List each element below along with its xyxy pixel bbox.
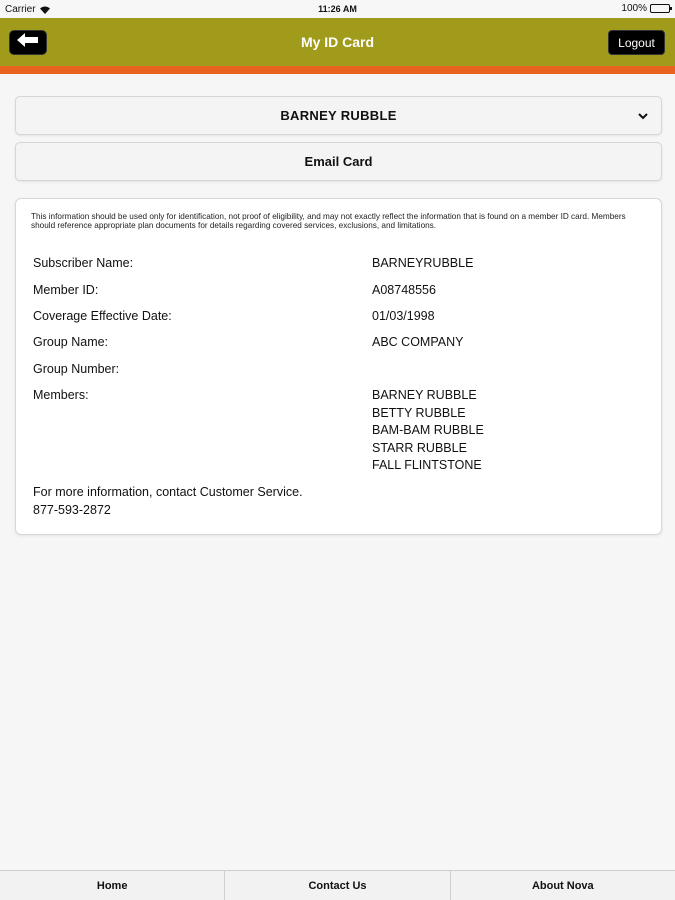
member-item: BETTY RUBBLE xyxy=(372,405,466,420)
field-label: Member ID: xyxy=(33,283,99,297)
disclaimer-text: This information should be used only for identification, not proof of eligibility, and may not exactly reflect the information that is found on a member ID card. Members should reference appropriate plan documents for details regarding covered services, exclusions, and limitations. xyxy=(31,212,626,230)
members-list xyxy=(372,388,484,476)
email-card-button[interactable]: Email Card xyxy=(15,142,662,181)
status-bar xyxy=(0,0,675,18)
contact-phone: 877-593-2872 xyxy=(33,502,111,517)
battery-info xyxy=(621,3,670,14)
battery-percent: 100% xyxy=(621,3,647,14)
battery-icon xyxy=(650,4,670,13)
header-accent-stripe xyxy=(0,66,675,74)
field-label: Members: xyxy=(33,388,89,402)
member-select[interactable] xyxy=(15,96,662,135)
id-card-panel xyxy=(15,198,662,535)
status-time: 11:26 AM xyxy=(318,4,357,14)
field-label: Group Number: xyxy=(33,362,120,376)
member-item: STARR RUBBLE xyxy=(372,440,467,455)
tab-contact-us[interactable]: Contact Us xyxy=(225,871,450,900)
logout-button[interactable]: Logout xyxy=(608,30,665,55)
tab-home[interactable]: Home xyxy=(0,871,225,900)
field-value: ABC COMPANY xyxy=(372,335,464,349)
member-item: BAM-BAM RUBBLE xyxy=(372,423,484,437)
page-title: My ID Card xyxy=(300,34,375,50)
field-label: Coverage Effective Date: xyxy=(33,309,172,323)
field-label: Subscriber Name: xyxy=(33,256,134,270)
member-item: BARNEY RUBBLE xyxy=(372,388,477,402)
contact-info xyxy=(33,484,303,519)
field-label: Group Name: xyxy=(33,335,109,349)
field-value: BARNEYRUBBLE xyxy=(372,256,474,270)
app-header xyxy=(0,18,675,66)
field-value: A08748556 xyxy=(372,283,436,297)
tab-about-nova[interactable]: About Nova xyxy=(531,879,594,892)
bottom-tab-bar xyxy=(0,870,675,900)
chevron-down-icon xyxy=(637,110,649,122)
carrier-label: Carrier xyxy=(5,4,36,15)
member-select-value: BARNEY RUBBLE xyxy=(280,108,397,123)
contact-line: For more information, contact Customer Service. xyxy=(33,485,303,499)
field-value: 01/03/1998 xyxy=(372,309,435,323)
member-item: FALL FLINTSTONE xyxy=(372,458,482,472)
